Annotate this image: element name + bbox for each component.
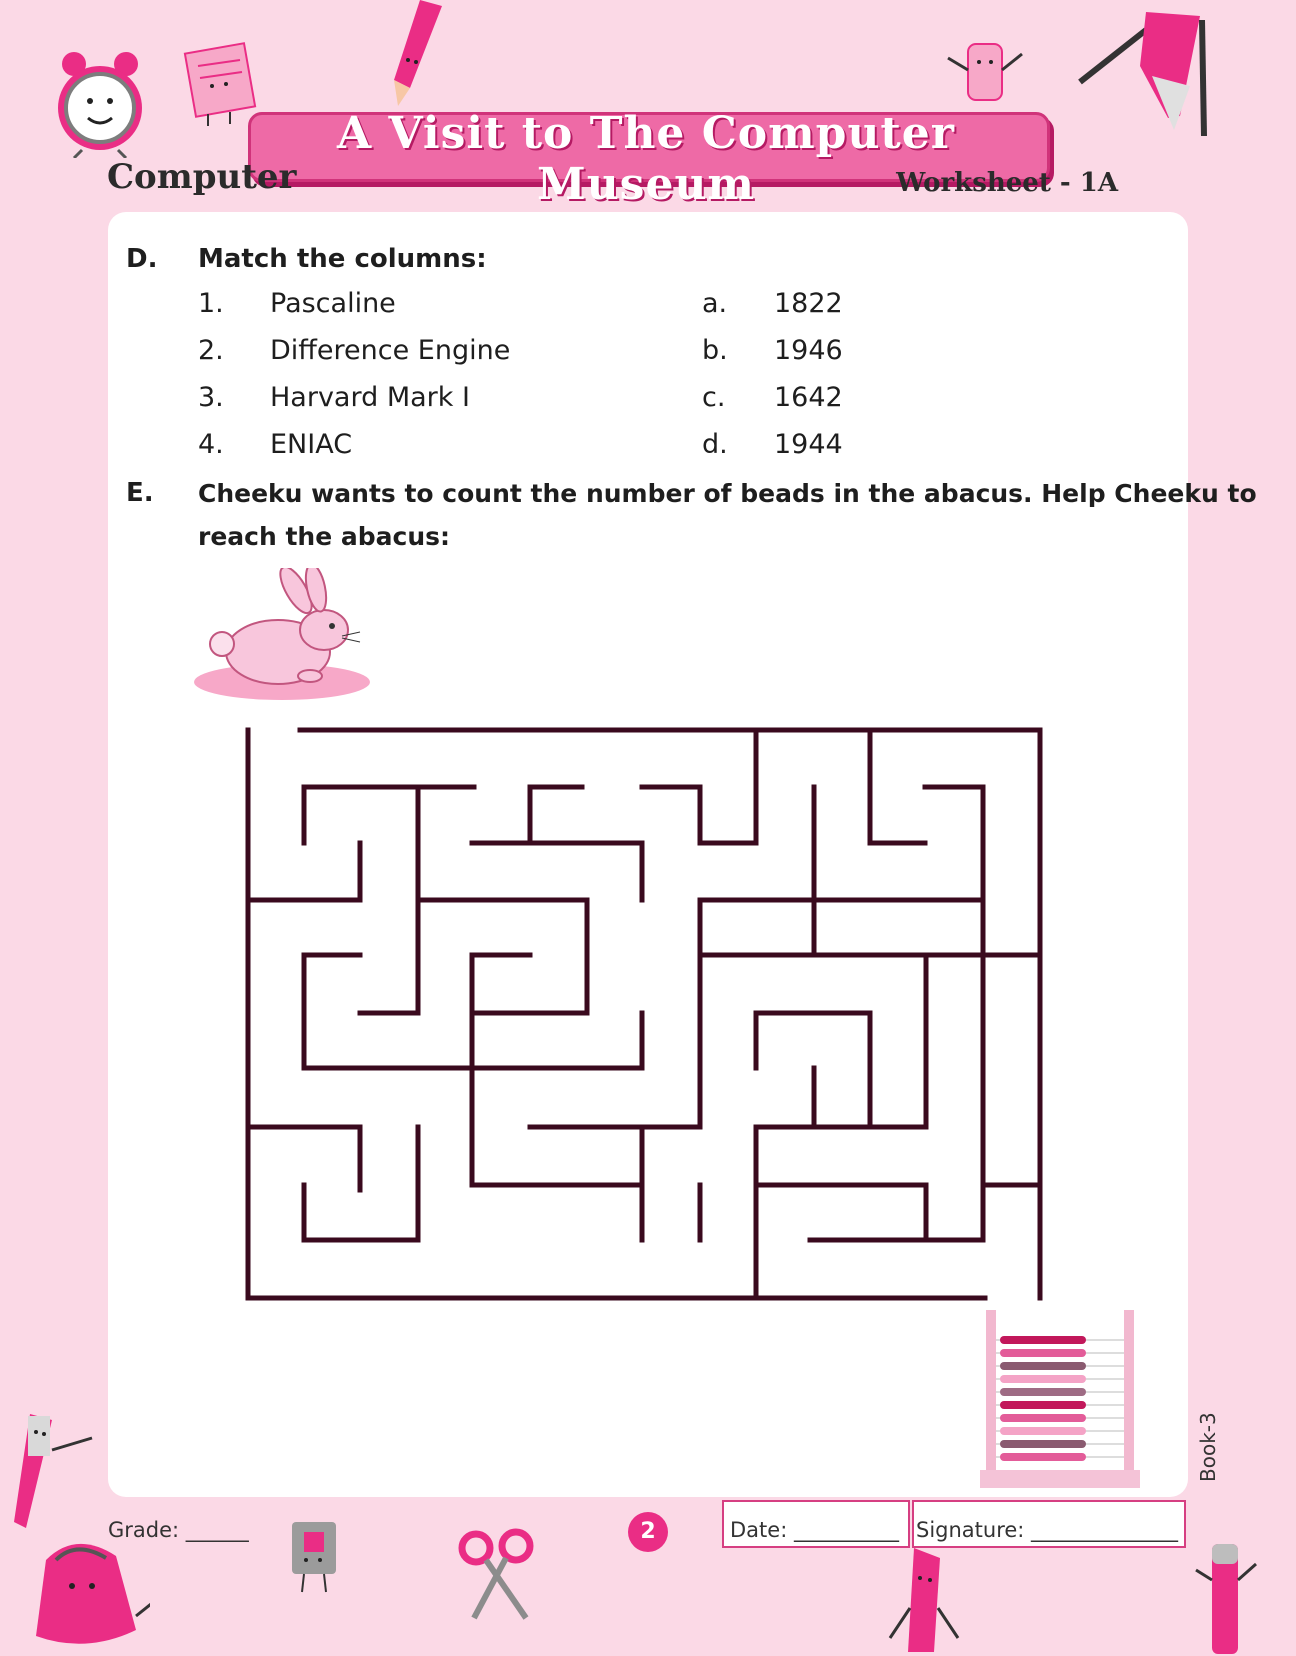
match-row-3-item: Harvard Mark I [270, 382, 470, 413]
match-row-4-item: ENIAC [270, 429, 353, 460]
match-row-1-item: Pascaline [270, 288, 396, 319]
abacus-icon [980, 1310, 1140, 1490]
date-field[interactable]: Date: __________ [730, 1518, 899, 1542]
match-row-4-val: 1944 [774, 429, 843, 460]
worksheet-number: Worksheet - 1A [896, 168, 1118, 198]
subject-label: Computer [107, 157, 297, 197]
book-label: Book-3 [1196, 1412, 1220, 1482]
bag-icon [16, 1520, 150, 1654]
question-e-letter: E. [126, 478, 154, 508]
match-row-3-val: 1642 [774, 382, 843, 413]
match-row-2-num: 2. [198, 335, 224, 366]
worksheet-title: A Visit to The Computer Museum [337, 108, 955, 210]
match-row-2-opt: b. [702, 335, 728, 366]
question-d-letter: D. [126, 244, 158, 274]
question-e-line-1: Cheeku wants to count the number of beads in the abacus. Help Cheeku to [198, 479, 1257, 508]
match-row-4-num: 4. [198, 429, 224, 460]
match-row-1-num: 1. [198, 288, 224, 319]
grade-field[interactable]: Grade: ______ [108, 1518, 249, 1542]
match-row-1-opt: a. [702, 288, 728, 319]
match-row-1-val: 1822 [774, 288, 843, 319]
signature-field[interactable]: Signature: ______________ [916, 1518, 1179, 1542]
crayon-bottom-icon [884, 1548, 964, 1656]
match-row-3-num: 3. [198, 382, 224, 413]
scissors-icon [452, 1528, 544, 1624]
match-row-2-val: 1946 [774, 335, 843, 366]
question-e-line-2: reach the abacus: [198, 522, 451, 551]
sharpener-icon [282, 1518, 346, 1602]
match-row-4-opt: d. [702, 429, 728, 460]
match-row-3-opt: c. [702, 382, 726, 413]
pen-bottom-icon [1192, 1540, 1262, 1656]
ruler-icon [8, 1410, 100, 1530]
question-d-heading: Match the columns: [198, 244, 487, 274]
match-row-2-item: Difference Engine [270, 335, 511, 366]
page-number: 2 [628, 1512, 668, 1552]
